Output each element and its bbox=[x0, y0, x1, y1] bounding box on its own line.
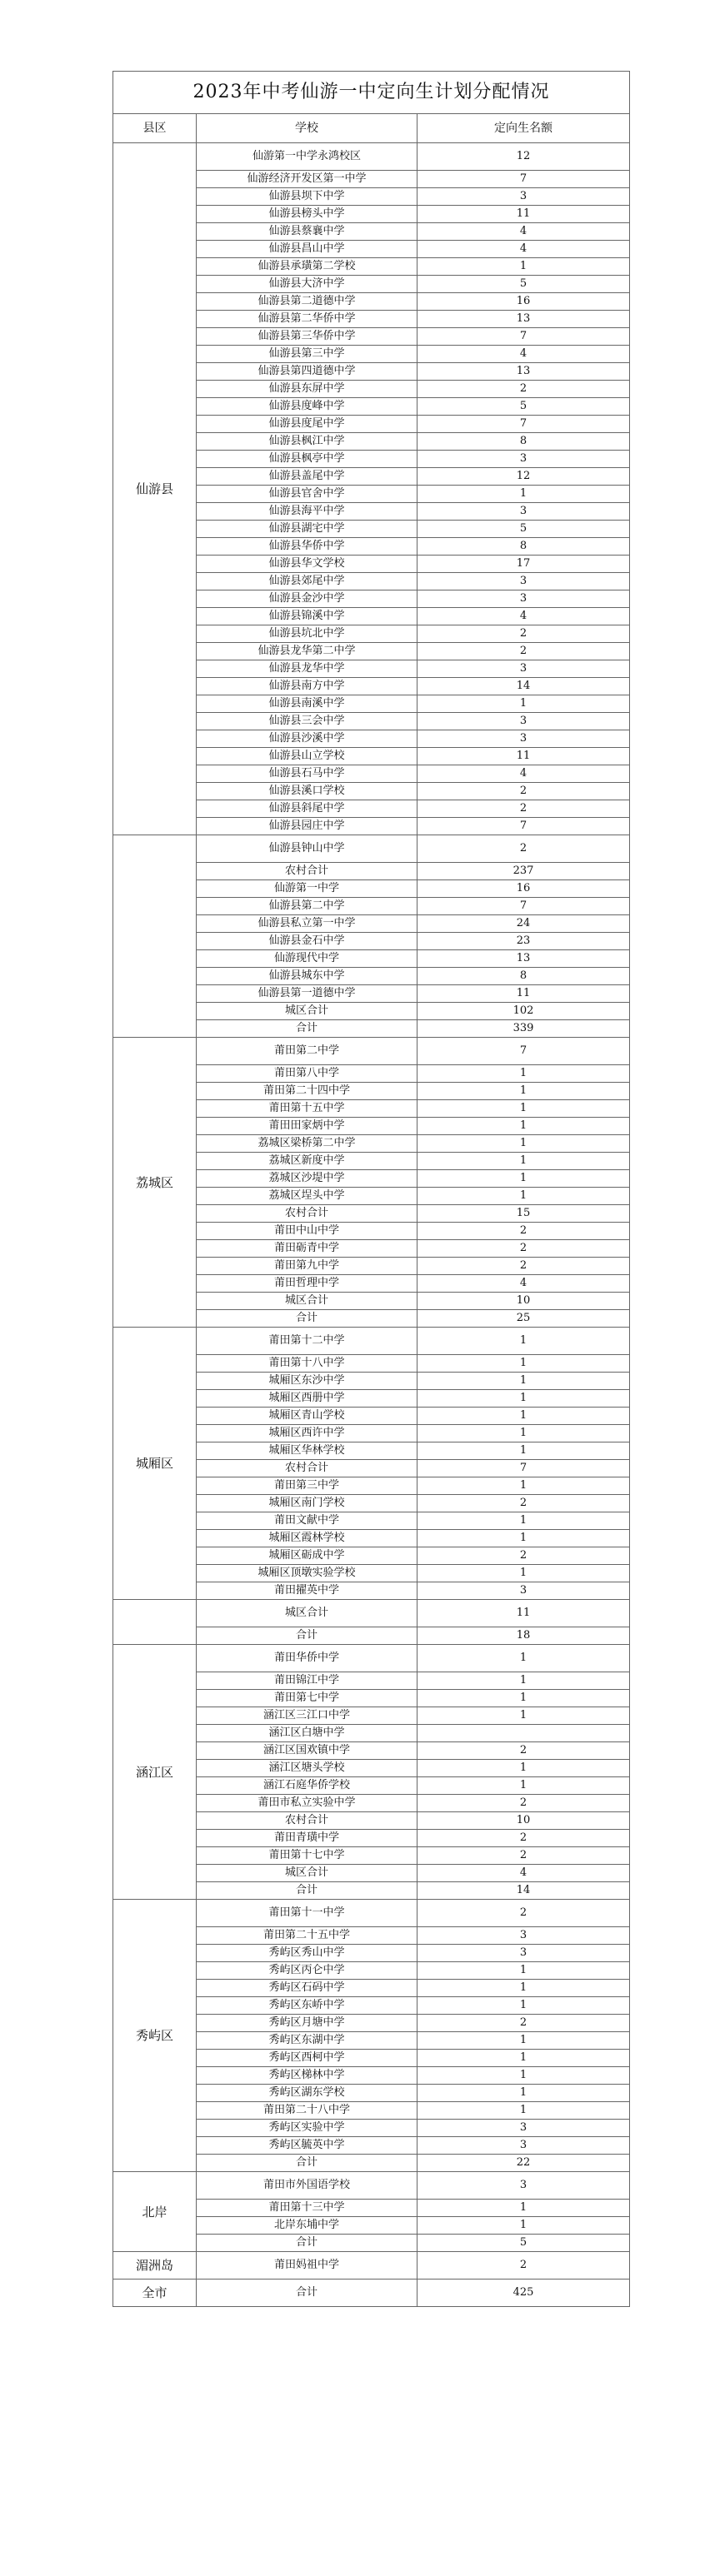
table-row bbox=[113, 1645, 630, 1672]
quota-cell: 1 bbox=[418, 2050, 630, 2067]
school-cell: 合计 bbox=[197, 1627, 418, 1645]
county-cell: 荔城区 bbox=[113, 1038, 197, 1328]
school-cell: 仙游县沙溪中学 bbox=[197, 730, 418, 748]
quota-cell: 3 bbox=[418, 713, 630, 730]
quota-cell: 24 bbox=[418, 915, 630, 933]
table-row bbox=[113, 2280, 630, 2307]
quota-cell: 1 bbox=[418, 2085, 630, 2102]
school-cell: 莆田妈祖中学 bbox=[197, 2252, 418, 2280]
quota-cell: 4 bbox=[418, 608, 630, 625]
quota-cell: 15 bbox=[418, 1205, 630, 1223]
school-cell: 荔城区埕头中学 bbox=[197, 1188, 418, 1205]
quota-cell: 2 bbox=[418, 1830, 630, 1847]
school-cell: 莆田文献中学 bbox=[197, 1512, 418, 1530]
school-cell: 城厢区霞林学校 bbox=[197, 1530, 418, 1547]
quota-cell: 1 bbox=[418, 1390, 630, 1408]
school-cell: 莆田市私立实验中学 bbox=[197, 1795, 418, 1812]
school-cell: 合计 bbox=[197, 1882, 418, 1900]
school-cell: 仙游县斜尾中学 bbox=[197, 800, 418, 818]
quota-cell: 1 bbox=[418, 486, 630, 503]
quota-cell: 102 bbox=[418, 1003, 630, 1020]
school-cell: 仙游县龙华第二中学 bbox=[197, 643, 418, 660]
quota-cell: 13 bbox=[418, 311, 630, 328]
school-cell: 仙游县金沙中学 bbox=[197, 590, 418, 608]
quota-cell: 4 bbox=[418, 241, 630, 258]
quota-cell: 11 bbox=[418, 985, 630, 1003]
quota-cell bbox=[418, 1725, 630, 1742]
quota-cell: 4 bbox=[418, 223, 630, 241]
school-cell: 仙游县昌山中学 bbox=[197, 241, 418, 258]
quota-cell: 1 bbox=[418, 1065, 630, 1083]
quota-cell: 4 bbox=[418, 346, 630, 363]
quota-cell: 1 bbox=[418, 1645, 630, 1672]
school-cell: 莆田哲理中学 bbox=[197, 1275, 418, 1293]
school-cell: 城厢区砺成中学 bbox=[197, 1547, 418, 1565]
table-row bbox=[113, 2252, 630, 2280]
quota-cell: 1 bbox=[418, 258, 630, 276]
school-cell: 仙游县溪口学校 bbox=[197, 783, 418, 800]
school-cell: 莆田青璜中学 bbox=[197, 1830, 418, 1847]
school-cell: 秀屿区湖东学校 bbox=[197, 2085, 418, 2102]
quota-cell: 7 bbox=[418, 328, 630, 346]
quota-cell: 237 bbox=[418, 863, 630, 880]
table-row bbox=[113, 143, 630, 171]
school-cell: 仙游县南方中学 bbox=[197, 678, 418, 695]
quota-cell: 3 bbox=[418, 1927, 630, 1945]
quota-cell: 7 bbox=[418, 818, 630, 835]
quota-cell: 425 bbox=[418, 2280, 630, 2307]
quota-cell: 18 bbox=[418, 1627, 630, 1645]
school-cell: 仙游县三会中学 bbox=[197, 713, 418, 730]
quota-cell: 1 bbox=[418, 1425, 630, 1442]
quota-cell: 1 bbox=[418, 1188, 630, 1205]
quota-cell: 8 bbox=[418, 433, 630, 451]
quota-cell: 16 bbox=[418, 880, 630, 898]
quota-cell: 7 bbox=[418, 1038, 630, 1065]
school-cell: 仙游县度尾中学 bbox=[197, 416, 418, 433]
school-cell: 莆田第二十八中学 bbox=[197, 2102, 418, 2120]
school-cell: 城厢区青山学校 bbox=[197, 1408, 418, 1425]
school-cell: 合计 bbox=[197, 2280, 418, 2307]
school-cell: 合计 bbox=[197, 2235, 418, 2252]
quota-cell: 2 bbox=[418, 800, 630, 818]
school-cell: 仙游县私立第一中学 bbox=[197, 915, 418, 933]
school-cell: 秀屿区秀山中学 bbox=[197, 1945, 418, 1962]
school-cell: 仙游县山立学校 bbox=[197, 748, 418, 765]
quota-cell: 1 bbox=[418, 1962, 630, 1980]
table-row bbox=[113, 1038, 630, 1065]
school-cell: 荔城区新度中学 bbox=[197, 1153, 418, 1170]
school-cell: 莆田第三中学 bbox=[197, 1477, 418, 1495]
school-cell: 涵江区白塘中学 bbox=[197, 1725, 418, 1742]
table-row bbox=[113, 1900, 630, 1927]
quota-cell: 1 bbox=[418, 1707, 630, 1725]
school-cell: 仙游县南溪中学 bbox=[197, 695, 418, 713]
school-cell: 仙游县湖宅中学 bbox=[197, 521, 418, 538]
school-cell: 莆田第七中学 bbox=[197, 1690, 418, 1707]
quota-cell: 1 bbox=[418, 1373, 630, 1390]
school-cell: 城厢区东沙中学 bbox=[197, 1373, 418, 1390]
school-cell: 城区合计 bbox=[197, 1003, 418, 1020]
quota-cell: 1 bbox=[418, 1512, 630, 1530]
school-cell: 合计 bbox=[197, 1020, 418, 1038]
quota-cell: 2 bbox=[418, 625, 630, 643]
quota-cell: 12 bbox=[418, 143, 630, 171]
school-cell: 仙游县龙华中学 bbox=[197, 660, 418, 678]
school-cell: 秀屿区毓英中学 bbox=[197, 2137, 418, 2155]
school-cell: 仙游县承璜第二学校 bbox=[197, 258, 418, 276]
quota-cell: 7 bbox=[418, 416, 630, 433]
quota-cell: 12 bbox=[418, 468, 630, 486]
school-cell: 仙游县榜头中学 bbox=[197, 206, 418, 223]
table-row bbox=[113, 2172, 630, 2200]
quota-cell: 14 bbox=[418, 1882, 630, 1900]
school-cell: 仙游县坝下中学 bbox=[197, 188, 418, 206]
quota-cell: 16 bbox=[418, 293, 630, 311]
quota-cell: 11 bbox=[418, 748, 630, 765]
quota-cell: 22 bbox=[418, 2155, 630, 2172]
quota-cell: 17 bbox=[418, 556, 630, 573]
quota-cell: 13 bbox=[418, 950, 630, 968]
quota-cell: 3 bbox=[418, 590, 630, 608]
quota-cell: 3 bbox=[418, 2172, 630, 2200]
school-cell: 仙游县第三中学 bbox=[197, 346, 418, 363]
school-cell: 农村合计 bbox=[197, 863, 418, 880]
school-cell: 仙游县官舍中学 bbox=[197, 486, 418, 503]
quota-cell: 14 bbox=[418, 678, 630, 695]
school-cell: 仙游县金石中学 bbox=[197, 933, 418, 950]
school-cell: 莆田锦江中学 bbox=[197, 1672, 418, 1690]
school-cell: 仙游现代中学 bbox=[197, 950, 418, 968]
quota-cell: 1 bbox=[418, 1565, 630, 1582]
header-school: 学校 bbox=[197, 114, 418, 143]
quota-cell: 1 bbox=[418, 1442, 630, 1460]
school-cell: 城厢区华林学校 bbox=[197, 1442, 418, 1460]
school-cell: 仙游县第一道德中学 bbox=[197, 985, 418, 1003]
quota-cell: 1 bbox=[418, 1170, 630, 1188]
school-cell: 仙游县枫江中学 bbox=[197, 433, 418, 451]
county-cell: 湄洲岛 bbox=[113, 2252, 197, 2280]
school-cell: 秀屿区西柯中学 bbox=[197, 2050, 418, 2067]
school-cell: 涵江区国欢镇中学 bbox=[197, 1742, 418, 1760]
school-cell: 莆田第十三中学 bbox=[197, 2200, 418, 2217]
quota-cell: 1 bbox=[418, 2217, 630, 2235]
school-cell: 莆田田家炳中学 bbox=[197, 1118, 418, 1135]
school-cell: 仙游县华侨中学 bbox=[197, 538, 418, 556]
school-cell: 秀屿区东湖中学 bbox=[197, 2032, 418, 2050]
quota-cell: 7 bbox=[418, 1460, 630, 1477]
quota-cell: 3 bbox=[418, 2120, 630, 2137]
school-cell: 秀屿区丙仑中学 bbox=[197, 1962, 418, 1980]
county-cell: 涵江区 bbox=[113, 1645, 197, 1900]
quota-cell: 3 bbox=[418, 730, 630, 748]
allocation-table bbox=[112, 71, 630, 2307]
school-cell: 仙游经济开发区第一中学 bbox=[197, 171, 418, 188]
quota-cell: 3 bbox=[418, 503, 630, 521]
school-cell: 仙游县蔡襄中学 bbox=[197, 223, 418, 241]
school-cell: 秀屿区石码中学 bbox=[197, 1980, 418, 1997]
quota-cell: 2 bbox=[418, 783, 630, 800]
quota-cell: 1 bbox=[418, 1997, 630, 2015]
quota-cell: 1 bbox=[418, 1328, 630, 1355]
county-cell: 秀屿区 bbox=[113, 1900, 197, 2172]
school-cell: 荔城区沙堤中学 bbox=[197, 1170, 418, 1188]
school-cell: 城区合计 bbox=[197, 1600, 418, 1627]
quota-cell: 2 bbox=[418, 1742, 630, 1760]
school-cell: 城厢区西册中学 bbox=[197, 1390, 418, 1408]
school-cell: 城区合计 bbox=[197, 1865, 418, 1882]
school-cell: 仙游县盖尾中学 bbox=[197, 468, 418, 486]
quota-cell: 1 bbox=[418, 2067, 630, 2085]
school-cell: 仙游县郊尾中学 bbox=[197, 573, 418, 590]
school-cell: 秀屿区梯林中学 bbox=[197, 2067, 418, 2085]
school-cell: 秀屿区东峤中学 bbox=[197, 1997, 418, 2015]
quota-cell: 1 bbox=[418, 1118, 630, 1135]
quota-cell: 3 bbox=[418, 1582, 630, 1600]
quota-cell: 3 bbox=[418, 188, 630, 206]
county-cell: 仙游县 bbox=[113, 143, 197, 835]
quota-cell: 1 bbox=[418, 1355, 630, 1373]
table-body bbox=[113, 143, 630, 2307]
quota-cell: 2 bbox=[418, 381, 630, 398]
school-cell: 城区合计 bbox=[197, 1293, 418, 1310]
allocation-document bbox=[112, 71, 629, 2307]
school-cell: 秀屿区实验中学 bbox=[197, 2120, 418, 2137]
school-cell: 莆田第二十五中学 bbox=[197, 1927, 418, 1945]
quota-cell: 1 bbox=[418, 1690, 630, 1707]
school-cell: 合计 bbox=[197, 1310, 418, 1328]
school-cell: 仙游县第四道德中学 bbox=[197, 363, 418, 381]
school-cell: 仙游县度峰中学 bbox=[197, 398, 418, 416]
quota-cell: 1 bbox=[418, 2032, 630, 2050]
school-cell: 莆田第二十四中学 bbox=[197, 1083, 418, 1100]
quota-cell: 1 bbox=[418, 1100, 630, 1118]
quota-cell: 23 bbox=[418, 933, 630, 950]
quota-cell: 8 bbox=[418, 968, 630, 985]
school-cell: 仙游县第二道德中学 bbox=[197, 293, 418, 311]
school-cell: 农村合计 bbox=[197, 1460, 418, 1477]
header-quota: 定向生名额 bbox=[418, 114, 630, 143]
school-cell: 仙游县第二华侨中学 bbox=[197, 311, 418, 328]
county-cell: 城厢区 bbox=[113, 1328, 197, 1600]
school-cell: 北岸东埔中学 bbox=[197, 2217, 418, 2235]
county-cell: 北岸 bbox=[113, 2172, 197, 2252]
school-cell: 农村合计 bbox=[197, 1205, 418, 1223]
quota-cell: 1 bbox=[418, 695, 630, 713]
school-cell: 仙游县石马中学 bbox=[197, 765, 418, 783]
quota-cell: 3 bbox=[418, 573, 630, 590]
quota-cell: 2 bbox=[418, 1547, 630, 1565]
county-cell bbox=[113, 1600, 197, 1645]
quota-cell: 8 bbox=[418, 538, 630, 556]
quota-cell: 3 bbox=[418, 2137, 630, 2155]
quota-cell: 5 bbox=[418, 521, 630, 538]
quota-cell: 10 bbox=[418, 1812, 630, 1830]
quota-cell: 10 bbox=[418, 1293, 630, 1310]
school-cell: 仙游县坑北中学 bbox=[197, 625, 418, 643]
quota-cell: 11 bbox=[418, 206, 630, 223]
quota-cell: 1 bbox=[418, 1760, 630, 1777]
quota-cell: 2 bbox=[418, 1258, 630, 1275]
quota-cell: 25 bbox=[418, 1310, 630, 1328]
school-cell: 莆田第十五中学 bbox=[197, 1100, 418, 1118]
quota-cell: 3 bbox=[418, 660, 630, 678]
school-cell: 合计 bbox=[197, 2155, 418, 2172]
quota-cell: 13 bbox=[418, 363, 630, 381]
quota-cell: 2 bbox=[418, 1900, 630, 1927]
quota-cell: 4 bbox=[418, 765, 630, 783]
school-cell: 仙游县东屏中学 bbox=[197, 381, 418, 398]
school-cell: 仙游第一中学 bbox=[197, 880, 418, 898]
school-cell: 仙游县海平中学 bbox=[197, 503, 418, 521]
quota-cell: 3 bbox=[418, 1945, 630, 1962]
quota-cell: 4 bbox=[418, 1865, 630, 1882]
quota-cell: 1 bbox=[418, 1408, 630, 1425]
school-cell: 城厢区南门学校 bbox=[197, 1495, 418, 1512]
quota-cell: 1 bbox=[418, 1477, 630, 1495]
school-cell: 涵江区三江口中学 bbox=[197, 1707, 418, 1725]
quota-cell: 1 bbox=[418, 1530, 630, 1547]
school-cell: 城厢区顶墩实验学校 bbox=[197, 1565, 418, 1582]
school-cell: 莆田第九中学 bbox=[197, 1258, 418, 1275]
school-cell: 莆田擢英中学 bbox=[197, 1582, 418, 1600]
quota-cell: 11 bbox=[418, 1600, 630, 1627]
school-cell: 仙游县华文学校 bbox=[197, 556, 418, 573]
quota-cell: 1 bbox=[418, 1153, 630, 1170]
table-title: 2023年中考仙游一中定向生计划分配情况 bbox=[113, 72, 630, 114]
school-cell: 仙游县枫亭中学 bbox=[197, 451, 418, 468]
quota-cell: 3 bbox=[418, 451, 630, 468]
quota-cell: 7 bbox=[418, 898, 630, 915]
header-county: 县区 bbox=[113, 114, 197, 143]
school-cell: 仙游县园庄中学 bbox=[197, 818, 418, 835]
school-cell: 莆田第十一中学 bbox=[197, 1900, 418, 1927]
quota-cell: 4 bbox=[418, 1275, 630, 1293]
table-row bbox=[113, 1600, 630, 1627]
quota-cell: 2 bbox=[418, 1495, 630, 1512]
school-cell: 仙游县钟山中学 bbox=[197, 835, 418, 863]
quota-cell: 339 bbox=[418, 1020, 630, 1038]
school-cell: 仙游县第二中学 bbox=[197, 898, 418, 915]
school-cell: 仙游县第三华侨中学 bbox=[197, 328, 418, 346]
quota-cell: 2 bbox=[418, 2015, 630, 2032]
quota-cell: 1 bbox=[418, 1672, 630, 1690]
school-cell: 涵江区塘头学校 bbox=[197, 1760, 418, 1777]
quota-cell: 1 bbox=[418, 2102, 630, 2120]
quota-cell: 1 bbox=[418, 1135, 630, 1153]
quota-cell: 5 bbox=[418, 2235, 630, 2252]
table-row bbox=[113, 1328, 630, 1355]
school-cell: 莆田市外国语学校 bbox=[197, 2172, 418, 2200]
quota-cell: 5 bbox=[418, 398, 630, 416]
school-cell: 莆田华侨中学 bbox=[197, 1645, 418, 1672]
school-cell: 荔城区梁桥第二中学 bbox=[197, 1135, 418, 1153]
table-row bbox=[113, 835, 630, 863]
quota-cell: 2 bbox=[418, 1795, 630, 1812]
school-cell: 莆田第十七中学 bbox=[197, 1847, 418, 1865]
school-cell: 莆田砺青中学 bbox=[197, 1240, 418, 1258]
school-cell: 仙游县大济中学 bbox=[197, 276, 418, 293]
school-cell: 仙游县锦溪中学 bbox=[197, 608, 418, 625]
county-cell bbox=[113, 835, 197, 1038]
quota-cell: 1 bbox=[418, 2200, 630, 2217]
quota-cell: 5 bbox=[418, 276, 630, 293]
quota-cell: 1 bbox=[418, 1083, 630, 1100]
school-cell: 莆田第十二中学 bbox=[197, 1328, 418, 1355]
quota-cell: 2 bbox=[418, 1240, 630, 1258]
school-cell: 莆田第十八中学 bbox=[197, 1355, 418, 1373]
quota-cell: 7 bbox=[418, 171, 630, 188]
school-cell: 农村合计 bbox=[197, 1812, 418, 1830]
quota-cell: 1 bbox=[418, 1777, 630, 1795]
quota-cell: 2 bbox=[418, 835, 630, 863]
quota-cell: 2 bbox=[418, 1847, 630, 1865]
school-cell: 仙游第一中学永鸿校区 bbox=[197, 143, 418, 171]
school-cell: 仙游县城东中学 bbox=[197, 968, 418, 985]
school-cell: 莆田第二中学 bbox=[197, 1038, 418, 1065]
quota-cell: 2 bbox=[418, 643, 630, 660]
county-cell: 全市 bbox=[113, 2280, 197, 2307]
school-cell: 秀屿区月塘中学 bbox=[197, 2015, 418, 2032]
school-cell: 涵江石庭华侨学校 bbox=[197, 1777, 418, 1795]
quota-cell: 1 bbox=[418, 1980, 630, 1997]
school-cell: 莆田第八中学 bbox=[197, 1065, 418, 1083]
quota-cell: 2 bbox=[418, 2252, 630, 2280]
school-cell: 莆田中山中学 bbox=[197, 1223, 418, 1240]
quota-cell: 2 bbox=[418, 1223, 630, 1240]
school-cell: 城厢区西许中学 bbox=[197, 1425, 418, 1442]
